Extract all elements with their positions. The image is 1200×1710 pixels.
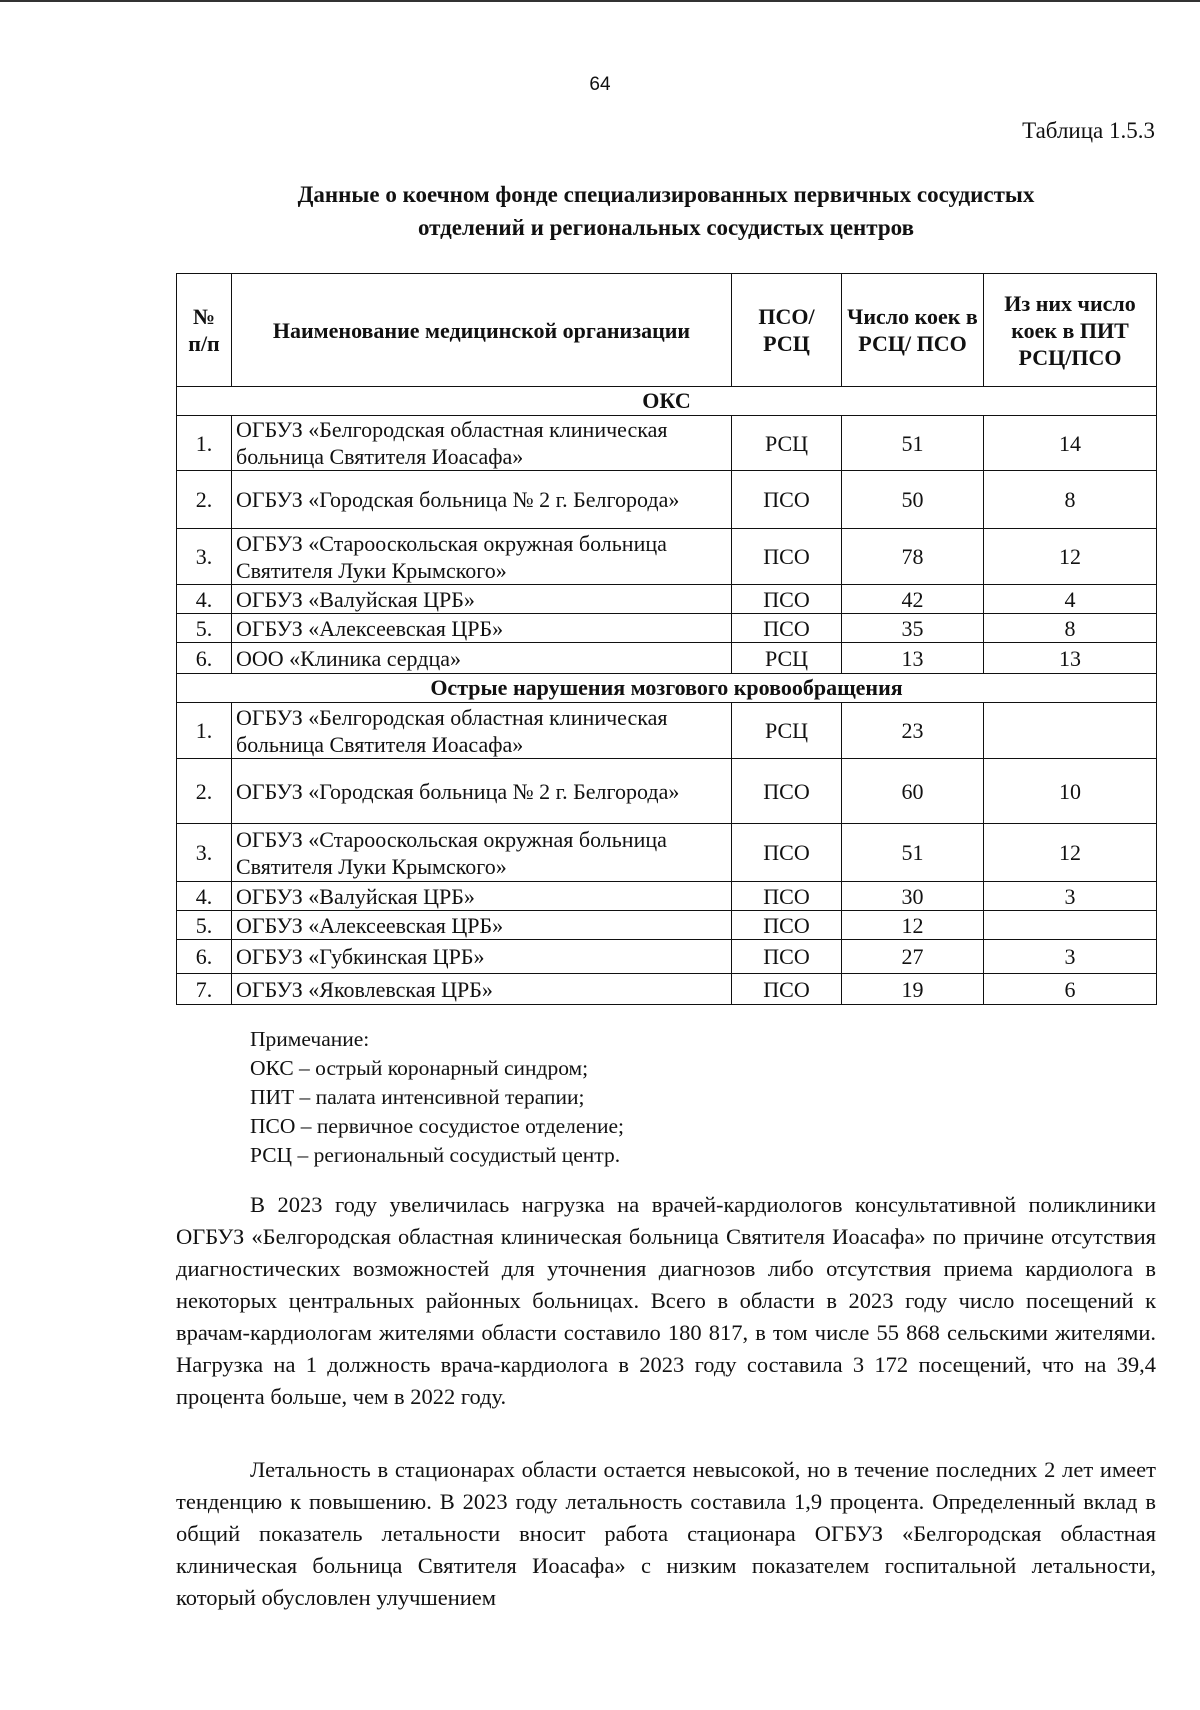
row-beds: 23	[842, 703, 984, 759]
row-type: ПСО	[732, 882, 842, 911]
row-icu-beds: 8	[984, 614, 1157, 643]
row-icu-beds	[984, 703, 1157, 759]
row-num: 7.	[177, 974, 232, 1005]
table-label: Таблица 1.5.3	[1022, 118, 1155, 143]
row-type: ПСО	[732, 940, 842, 974]
row-org-name: ОГБУЗ «Городская больница № 2 г. Белгорода»	[232, 471, 732, 529]
title-line-1: Данные о коечном фонде специализированных первичных сосудистых	[297, 182, 1035, 207]
section-row-oks	[177, 387, 1157, 416]
row-org-name: ОГБУЗ «Валуйская ЦРБ»	[232, 882, 732, 911]
row-type: ПСО	[732, 974, 842, 1005]
note-item: ПИТ – палата интенсивной терапии;	[250, 1085, 585, 1109]
bed-fund-table	[176, 273, 1157, 1005]
row-org-name: ОГБУЗ «Яковлевская ЦРБ»	[232, 974, 732, 1005]
body-paragraph: В 2023 году увеличилась нагрузка на врачей-кардиологов консультативной поликлиники ОГБУЗ «Белгородская областная клиническая больница Святителя Иоасафа» по причине отсутствия диагностических возможностей для уточнения диагнозов либо отсутствия приема кардиолога в некоторых центральных районных больницах. Всего в области в 2023 году число посещений к врачам-кардиологам жителями области составило 180 817, в том числе 55 868 сельскими жителями. Нагрузка на 1 должность врача-кардиолога в 2023 году составила 3 172 посещений, что на 39,4 процента больше, чем в 2022 году.	[176, 1192, 1156, 1409]
title-line-2: отделений и региональных сосудистых центров	[417, 215, 915, 240]
table-header-row	[177, 274, 1157, 387]
note-item: ОКС – острый коронарный синдром;	[250, 1056, 589, 1080]
scan-edge	[0, 0, 1200, 2]
page-number: 64	[589, 74, 611, 95]
row-org-name: ОГБУЗ «Старооскольская окружная больница Святителя Луки Крымского»	[232, 824, 732, 882]
header-num: № п/п	[177, 274, 232, 387]
table-row	[177, 911, 1157, 940]
row-type: ПСО	[732, 759, 842, 824]
note-item: РСЦ – региональный сосудистый центр.	[250, 1143, 621, 1167]
row-beds: 42	[842, 585, 984, 614]
table-row	[177, 940, 1157, 974]
table-row	[177, 759, 1157, 824]
row-type: ПСО	[732, 471, 842, 529]
table-title	[176, 178, 1156, 244]
row-num: 5.	[177, 911, 232, 940]
table-row	[177, 585, 1157, 614]
section-title: ОКС	[177, 387, 1157, 416]
note-item: ПСО – первичное сосудистое отделение;	[250, 1114, 624, 1138]
row-type: ПСО	[732, 911, 842, 940]
row-org-name: ОГБУЗ «Алексеевская ЦРБ»	[232, 614, 732, 643]
row-beds: 19	[842, 974, 984, 1005]
row-num: 1.	[177, 703, 232, 759]
table-notes	[250, 1025, 624, 1170]
table-row	[177, 416, 1157, 471]
table-row	[177, 643, 1157, 674]
row-beds: 13	[842, 643, 984, 674]
header-beds: Число коек в РСЦ/ ПСО	[842, 274, 984, 387]
row-type: РСЦ	[732, 416, 842, 471]
row-num: 3.	[177, 529, 232, 585]
row-icu-beds: 12	[984, 529, 1157, 585]
row-beds: 30	[842, 882, 984, 911]
row-org-name: ОГБУЗ «Валуйская ЦРБ»	[232, 585, 732, 614]
row-icu-beds: 12	[984, 824, 1157, 882]
table-row	[177, 529, 1157, 585]
row-num: 4.	[177, 882, 232, 911]
row-icu-beds: 3	[984, 882, 1157, 911]
table-row	[177, 974, 1157, 1005]
row-type: ПСО	[732, 529, 842, 585]
table-row	[177, 471, 1157, 529]
row-icu-beds: 13	[984, 643, 1157, 674]
row-org-name: ОГБУЗ «Городская больница № 2 г. Белгорода»	[232, 759, 732, 824]
row-beds: 51	[842, 824, 984, 882]
row-num: 2.	[177, 759, 232, 824]
row-org-name: ООО «Клиника сердца»	[232, 643, 732, 674]
table-row	[177, 824, 1157, 882]
row-org-name: ОГБУЗ «Алексеевская ЦРБ»	[232, 911, 732, 940]
table-row	[177, 882, 1157, 911]
body-paragraph: Летальность в стационарах области остается невысокой, но в течение последних 2 лет имеет тенденцию к повышению. В 2023 году летальность составила 1,9 процента. Определенный вклад в общий показатель летальности вносит работа стационара ОГБУЗ «Белгородская областная клиническая больница Святителя Иоасафа» с низким показателем госпитальной летальности, который обусловлен улучшением	[176, 1457, 1156, 1610]
row-type: РСЦ	[732, 703, 842, 759]
row-type: РСЦ	[732, 643, 842, 674]
section-title: Острые нарушения мозгового кровообращения	[177, 674, 1157, 703]
row-beds: 35	[842, 614, 984, 643]
row-icu-beds: 8	[984, 471, 1157, 529]
row-icu-beds: 4	[984, 585, 1157, 614]
row-num: 5.	[177, 614, 232, 643]
row-org-name: ОГБУЗ «Белгородская областная клиническая больница Святителя Иоасафа»	[232, 703, 732, 759]
table-row	[177, 703, 1157, 759]
row-num: 6.	[177, 940, 232, 974]
row-num: 1.	[177, 416, 232, 471]
header-type: ПСО/ РСЦ	[732, 274, 842, 387]
row-type: ПСО	[732, 614, 842, 643]
row-beds: 78	[842, 529, 984, 585]
table-row	[177, 614, 1157, 643]
section-row-onmk	[177, 674, 1157, 703]
row-num: 3.	[177, 824, 232, 882]
row-icu-beds: 6	[984, 974, 1157, 1005]
row-org-name: ОГБУЗ «Губкинская ЦРБ»	[232, 940, 732, 974]
row-beds: 51	[842, 416, 984, 471]
row-num: 2.	[177, 471, 232, 529]
row-type: ПСО	[732, 824, 842, 882]
header-icu: Из них число коек в ПИТ РСЦ/ПСО	[984, 274, 1157, 387]
row-num: 4.	[177, 585, 232, 614]
header-name: Наименование медицинской организации	[232, 274, 732, 387]
row-beds: 12	[842, 911, 984, 940]
row-beds: 60	[842, 759, 984, 824]
row-icu-beds	[984, 911, 1157, 940]
row-type: ПСО	[732, 585, 842, 614]
row-beds: 27	[842, 940, 984, 974]
row-org-name: ОГБУЗ «Старооскольская окружная больница Святителя Луки Крымского»	[232, 529, 732, 585]
notes-heading: Примечание:	[250, 1027, 370, 1051]
row-beds: 50	[842, 471, 984, 529]
row-icu-beds: 14	[984, 416, 1157, 471]
row-icu-beds: 10	[984, 759, 1157, 824]
row-org-name: ОГБУЗ «Белгородская областная клиническая больница Святителя Иоасафа»	[232, 416, 732, 471]
row-num: 6.	[177, 643, 232, 674]
row-icu-beds: 3	[984, 940, 1157, 974]
